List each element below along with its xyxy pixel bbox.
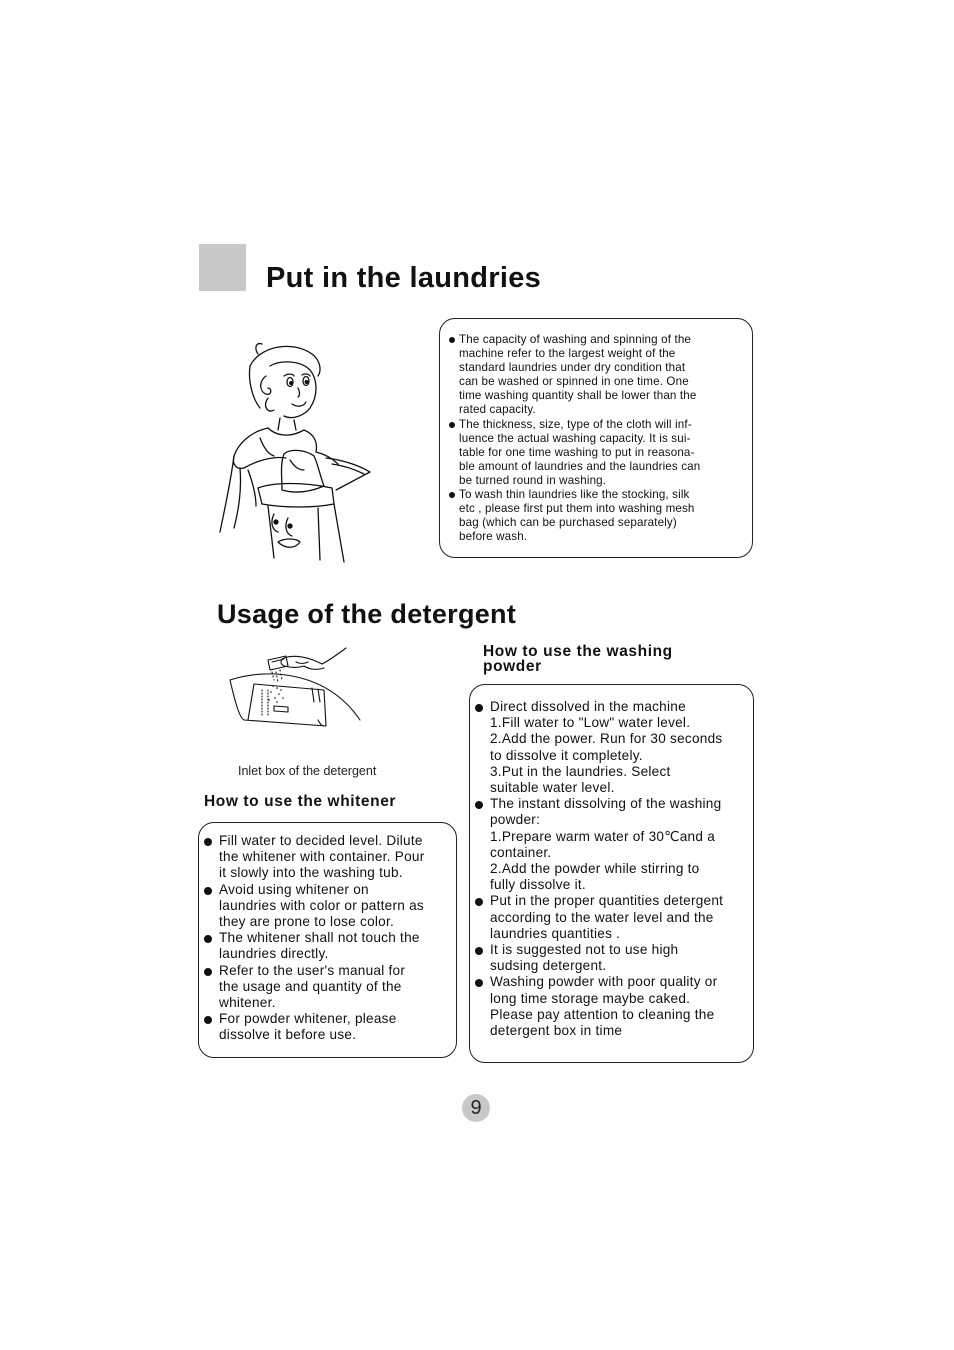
list-item: Put in the proper quantities detergent according to the water level and the laundries quantities . <box>472 893 753 942</box>
list-item: To wash thin laundries like the stocking, silk etc , please first put them into washing mesh bag (which can be purchased separately) before wash. <box>440 488 752 544</box>
list-item: The whitener shall not touch the laundries directly. <box>201 930 456 962</box>
detergent-inlet-caption: Inlet box of the detergent <box>238 764 377 778</box>
list-item: Refer to the user's manual for the usage and quantity of the whitener. <box>201 963 456 1012</box>
list-item: The thickness, size, type of the cloth will inf- luence the actual washing capacity. It is sui- table for one time washing to put in reasona- ble amount of laundries and the laundries can be turned round in washing. <box>440 418 752 488</box>
washing-powder-info-box <box>469 684 754 1063</box>
list-item: The instant dissolving of the washing powder: 1.Prepare warm water of 30℃and a container. 2.Add the powder while stirring to fully dissolve it. <box>472 796 753 893</box>
capacity-bullet-list <box>440 333 752 544</box>
list-item: It is suggested not to use high sudsing detergent. <box>472 942 753 974</box>
detergent-inlet-illustration <box>226 646 366 742</box>
list-item: Washing powder with poor quality or long time storage maybe caked. Please pay attention to cleaning the detergent box in time <box>472 974 753 1039</box>
page-number: 9 <box>462 1094 490 1122</box>
list-item: Direct dissolved in the machine 1.Fill water to "Low" water level. 2.Add the power. Run for 30 seconds to dissolve it completely. 3.Put in the laundries. Select suitable water level. <box>472 699 753 796</box>
list-item: Avoid using whitener on laundries with color or pattern as they are prone to lose color. <box>201 882 456 931</box>
whitener-bullet-list <box>201 833 456 1044</box>
washing-powder-heading: How to use the washing powder <box>483 643 673 675</box>
list-item: For powder whitener, please dissolve it before use. <box>201 1011 456 1043</box>
capacity-info-box <box>439 318 753 558</box>
section-title-usage-of-detergent: Usage of the detergent <box>217 599 517 629</box>
section-title-put-in-laundries: Put in the laundries <box>266 262 542 294</box>
list-item: The capacity of washing and spinning of the machine refer to the largest weight of the standard laundries under dry condition that can be washed or spinned in one time. One time washing quantity shall be lower than the rated capacity. <box>440 333 752 418</box>
woman-loading-washer-illustration <box>214 336 374 566</box>
section-marker-square <box>199 244 246 291</box>
list-item: Fill water to decided level. Dilute the whitener with container. Pour it slowly into the washing tub. <box>201 833 456 882</box>
washing-powder-bullet-list <box>472 699 753 1039</box>
whitener-info-box <box>198 822 457 1058</box>
whitener-heading: How to use the whitener <box>204 793 397 810</box>
